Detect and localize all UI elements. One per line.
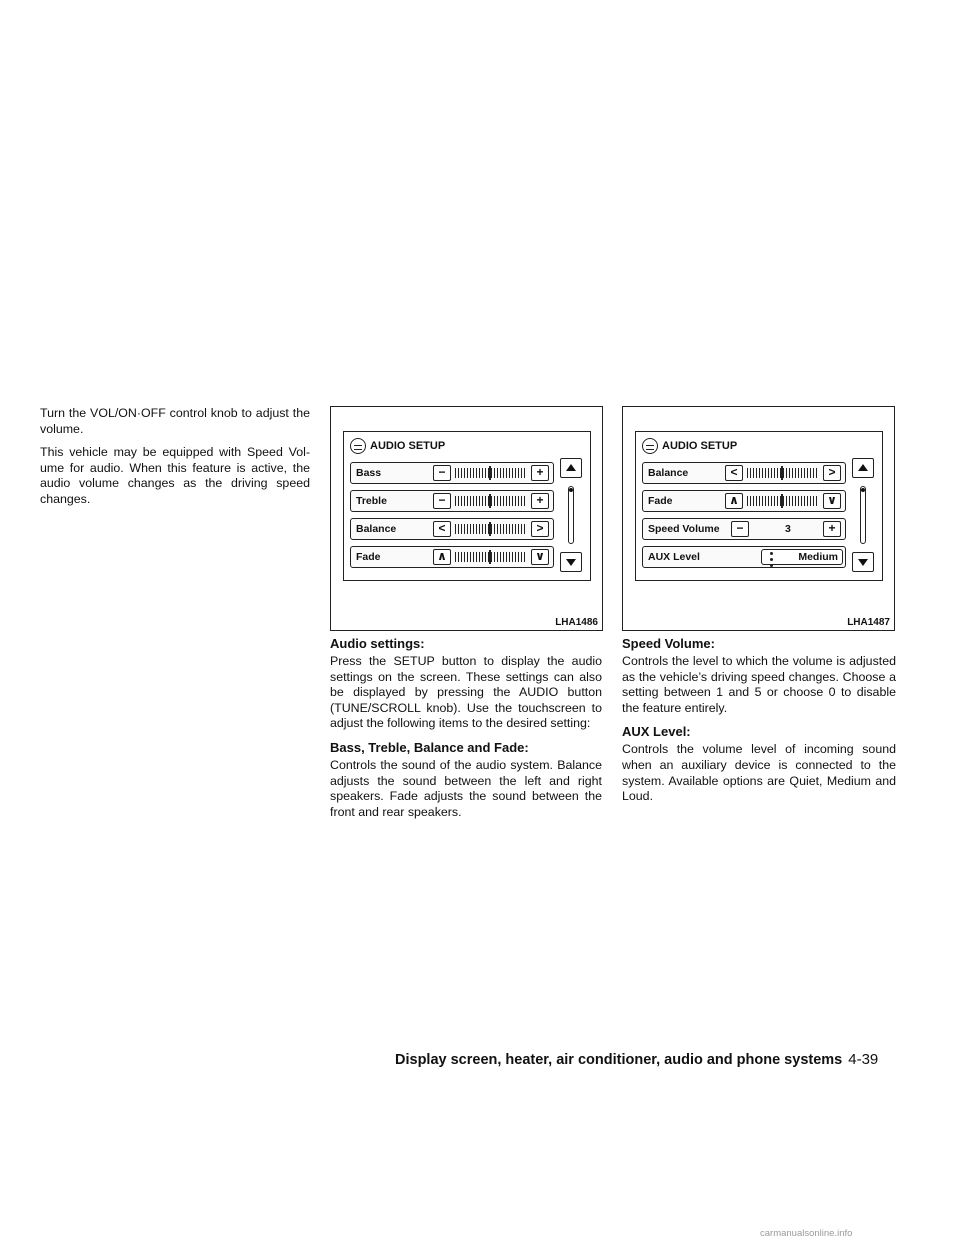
speed-volume-increase-button[interactable]: +: [823, 521, 841, 537]
row-label: Speed Volume: [648, 523, 720, 535]
fade-front-button[interactable]: ∧: [725, 493, 743, 509]
intro-paragraph-1: Turn the VOL/ON·OFF control knob to adjust the volume.: [40, 406, 310, 436]
section-title: Display screen, heater, air conditioner, audio and phone systems: [395, 1052, 843, 1068]
fade-level-marker: [489, 550, 491, 564]
balance-right-button[interactable]: >: [823, 465, 841, 481]
option-dots-icon: [766, 552, 776, 568]
row-aux-level: [642, 546, 846, 568]
arrow-down-icon: [566, 559, 576, 566]
arrow-down-icon: [858, 559, 868, 566]
aux-level-select[interactable]: [761, 549, 843, 565]
row-label: Treble: [356, 495, 387, 507]
watermark: carmanualsonline.info: [760, 1228, 853, 1239]
aux-level-heading: AUX Level:: [622, 724, 691, 740]
figure-code: LHA1487: [847, 617, 890, 628]
page-number: 4-39: [848, 1051, 879, 1068]
row-fade: [642, 490, 846, 512]
speed-volume-body: Controls the level to which the volume is adjusted as the vehicle’s driving speed changes. Choose a setting between 1 and 5 or choose 0 to disable the feature entirely.: [622, 654, 896, 715]
screen-title: [642, 438, 737, 454]
audio-settings-body: Press the SETUP button to display the audio settings on the screen. These settings can also be displayed by pressing the AUDIO button (TUNE/SCROLL knob). Use the touchscreen to adjust the following items to the desired setting:: [330, 654, 602, 731]
balance-level-marker: [489, 522, 491, 536]
row-balance: [642, 462, 846, 484]
fade-front-button[interactable]: ∧: [433, 549, 451, 565]
scroll-track[interactable]: [568, 486, 574, 544]
intro-column: [40, 406, 310, 516]
arrow-up-icon: [858, 464, 868, 471]
fade-level-marker: [781, 494, 783, 508]
balance-level-marker: [781, 466, 783, 480]
treble-decrease-button[interactable]: −: [433, 493, 451, 509]
speed-volume-decrease-button[interactable]: −: [731, 521, 749, 537]
row-label: AUX Level: [648, 551, 700, 563]
speed-volume-heading: Speed Volume:: [622, 636, 715, 651]
aux-level-value: Medium: [798, 551, 838, 563]
scrollbar[interactable]: [852, 458, 876, 576]
menu-icon: [642, 438, 658, 454]
audio-setup-screen-2: [635, 431, 883, 581]
row-speed-volume: [642, 518, 846, 540]
scroll-up-button[interactable]: [560, 458, 582, 478]
bass-increase-button[interactable]: +: [531, 465, 549, 481]
speed-volume-value: 3: [785, 523, 791, 535]
figure-audio-setup-2: [622, 406, 895, 631]
menu-icon: [350, 438, 366, 454]
row-treble: [350, 490, 554, 512]
aux-level-body: Controls the volume level of incoming sound when an auxiliary device is connected to the system. Available options are Quiet, Medium and Loud.: [622, 742, 896, 804]
scroll-down-button[interactable]: [852, 552, 874, 572]
audio-settings-column: [330, 636, 602, 828]
page-footer: [395, 1051, 878, 1068]
intro-paragraph-2: This vehicle may be equipped with Speed Vol-ume for audio. When this feature is active, the audio volume changes as the driving speed changes.: [40, 445, 310, 506]
treble-increase-button[interactable]: +: [531, 493, 549, 509]
row-label: Bass: [356, 467, 382, 479]
row-label: Balance: [648, 467, 689, 479]
screen-title: [350, 438, 445, 454]
scroll-down-button[interactable]: [560, 552, 582, 572]
row-label: Fade: [648, 495, 673, 507]
scrollbar[interactable]: [560, 458, 584, 576]
bass-treble-heading: Bass, Treble, Balance and Fade:: [330, 739, 529, 755]
row-label: Fade: [356, 551, 381, 563]
bass-level-marker: [489, 466, 491, 480]
bass-treble-body: Controls the sound of the audio system. Balance adjusts the sound between the left and right speakers. Fade adjusts the sound between the front and rear speakers.: [330, 757, 602, 819]
scroll-up-button[interactable]: [852, 458, 874, 478]
row-label: Balance: [356, 523, 397, 535]
screen-title-text: AUDIO SETUP: [370, 440, 446, 452]
treble-level-marker: [489, 494, 491, 508]
row-balance: [350, 518, 554, 540]
row-bass: [350, 462, 554, 484]
balance-left-button[interactable]: <: [725, 465, 743, 481]
scroll-thumb[interactable]: [569, 488, 573, 492]
figure-code: LHA1486: [555, 617, 598, 628]
bass-decrease-button[interactable]: −: [433, 465, 451, 481]
row-fade: [350, 546, 554, 568]
speed-volume-column: [622, 636, 896, 813]
screen-title-text: AUDIO SETUP: [662, 440, 738, 452]
fade-rear-button[interactable]: ∨: [531, 549, 549, 565]
fade-rear-button[interactable]: ∨: [823, 493, 841, 509]
audio-settings-heading: Audio settings:: [330, 636, 425, 651]
balance-right-button[interactable]: >: [531, 521, 549, 537]
scroll-track[interactable]: [860, 486, 866, 544]
scroll-thumb[interactable]: [861, 488, 865, 492]
arrow-up-icon: [566, 464, 576, 471]
figure-audio-setup-1: [330, 406, 603, 631]
balance-left-button[interactable]: <: [433, 521, 451, 537]
audio-setup-screen-1: [343, 431, 591, 581]
